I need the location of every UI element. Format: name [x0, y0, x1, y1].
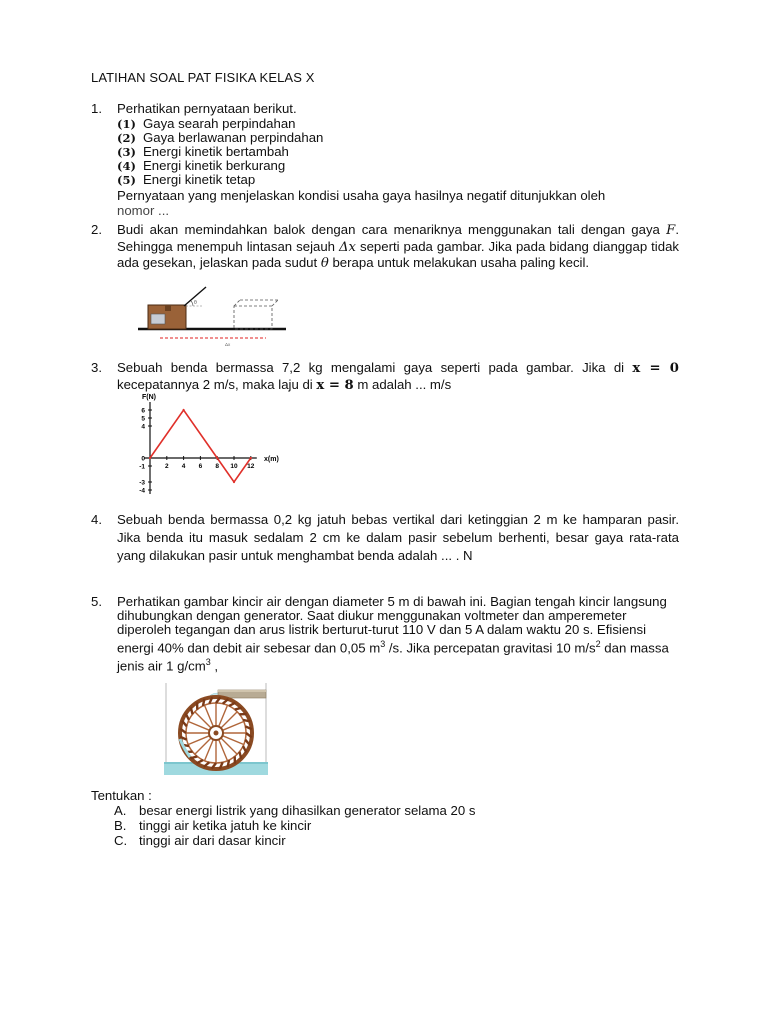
task-item: B. tinggi air ketika jatuh ke kincir: [114, 818, 312, 833]
option: (2) Gaya berlawanan perpindahan: [117, 129, 324, 145]
data-point: [183, 409, 185, 411]
task-item: C. tinggi air dari dasar kincir: [114, 833, 286, 848]
page-title: LATIHAN SOAL PAT FISIKA KELAS X: [91, 70, 315, 85]
question-number: 4.: [91, 512, 102, 527]
y-tick-label: -1: [139, 463, 145, 471]
force-position-chart: [132, 390, 302, 505]
box-final-position: [234, 306, 272, 329]
y-axis-label: F(N): [142, 394, 156, 401]
data-point: [216, 457, 218, 459]
y-tick-label: 6: [141, 407, 145, 415]
task-item: A. besar energi listrik yang dihasilkan generator selama 20 s: [114, 803, 476, 818]
question-2: [91, 222, 679, 272]
y-tick-label: 0: [141, 455, 145, 463]
x-axis-label: x(m): [264, 456, 279, 463]
option: (5) Energi kinetik tetap: [117, 171, 256, 187]
question-3: [91, 360, 679, 393]
question-text: Perhatikan gambar kincir air dengan diameter 5 m di bawah ini. Bagian tengah kincir langsung dihubungkan dengan generator. Saat diukur menggunakan voltmeter dan amperemeter diperoleh tegangan dan arus listrik berturut-turut 110 V dan 5 A dalam waktu 20 s. Efisiensi energi 40% dan debit air sebesar dan 0,05 $m^3$ /s. Jika percepatan gravitasi 10 $m/s^2$ dan massa jenis air 1 $g/cm^3$ ,: [117, 594, 669, 674]
data-point: [250, 457, 252, 459]
option: (1) Gaya searah perpindahan: [117, 115, 296, 131]
wheel-bucket: [228, 760, 229, 767]
wheel-bucket: [203, 699, 204, 706]
dx-label: Δx: [225, 342, 231, 347]
data-point: [149, 457, 151, 459]
question-number: 5.: [91, 594, 102, 609]
wheel-bucket: [243, 720, 250, 721]
question-number: 3.: [91, 360, 102, 375]
x-tick-label: 8: [215, 463, 220, 470]
question-4: [91, 511, 679, 565]
x-tick-label: 2: [164, 463, 169, 470]
x-tick-label: 6: [198, 463, 203, 470]
option: (4) Energi kinetik berkurang: [117, 157, 286, 173]
x-tick-label: 10: [230, 463, 238, 470]
question-number: 1.: [91, 101, 102, 116]
data-point: [233, 481, 235, 483]
y-tick-label: -3: [139, 479, 145, 487]
question-closing: Pernyataan yang menjelaskan kondisi usaha gaya hasilnya negatif ditunjukkan oleh: [117, 187, 606, 203]
question-text: Sebuah benda bermassa 0,2 kg jatuh bebas vertikal dari ketinggian 2 m ke hamparan pasir. Jika benda itu masuk sedalam 2 cm ke dalam pasir sebelum berhenti, besar gaya rata-rata yang dilakukan pasir untuk menghambat benda adalah ... . N: [117, 512, 679, 563]
y-tick-label: -4: [139, 487, 145, 495]
question-1: [91, 101, 679, 219]
question-text: Sebuah benda bermassa 7,2 kg mengalami gaya seperti pada gambar. Jika di x = 0 kecepatannya 2 m/s, maka laju di x = 8 m adalah ... m/s: [117, 360, 679, 393]
y-tick-label: 5: [141, 415, 145, 423]
x-tick-label: 4: [181, 463, 186, 470]
y-tick-label: 4: [141, 423, 145, 431]
tasks-list: [91, 788, 475, 848]
theta-label: θ: [194, 300, 197, 306]
box-pull-figure: [136, 282, 288, 353]
option: (3) Energi kinetik bertambah: [117, 143, 289, 159]
question-text: Budi akan memindahkan balok dengan cara menariknya menggunakan tali dengan gaya F. Sehingga menempuh lintasan sejauh Δx seperti pada gambar. Jika pada bidang dianggap tidak ada gesekan, jelaskan pada sudut θ berapa untuk melakukan usaha paling kecil.: [117, 222, 679, 271]
question-number: 2.: [91, 222, 102, 237]
question-closing-tail: nomor ...: [117, 203, 170, 218]
series-line: [150, 410, 251, 482]
tasks-heading: Tentukan :: [91, 788, 152, 803]
water-wheel-figure: [164, 683, 268, 778]
question-stem: Perhatikan pernyataan berikut.: [117, 101, 297, 116]
question-5: [91, 595, 679, 674]
x-tick-label: 12: [247, 463, 255, 470]
